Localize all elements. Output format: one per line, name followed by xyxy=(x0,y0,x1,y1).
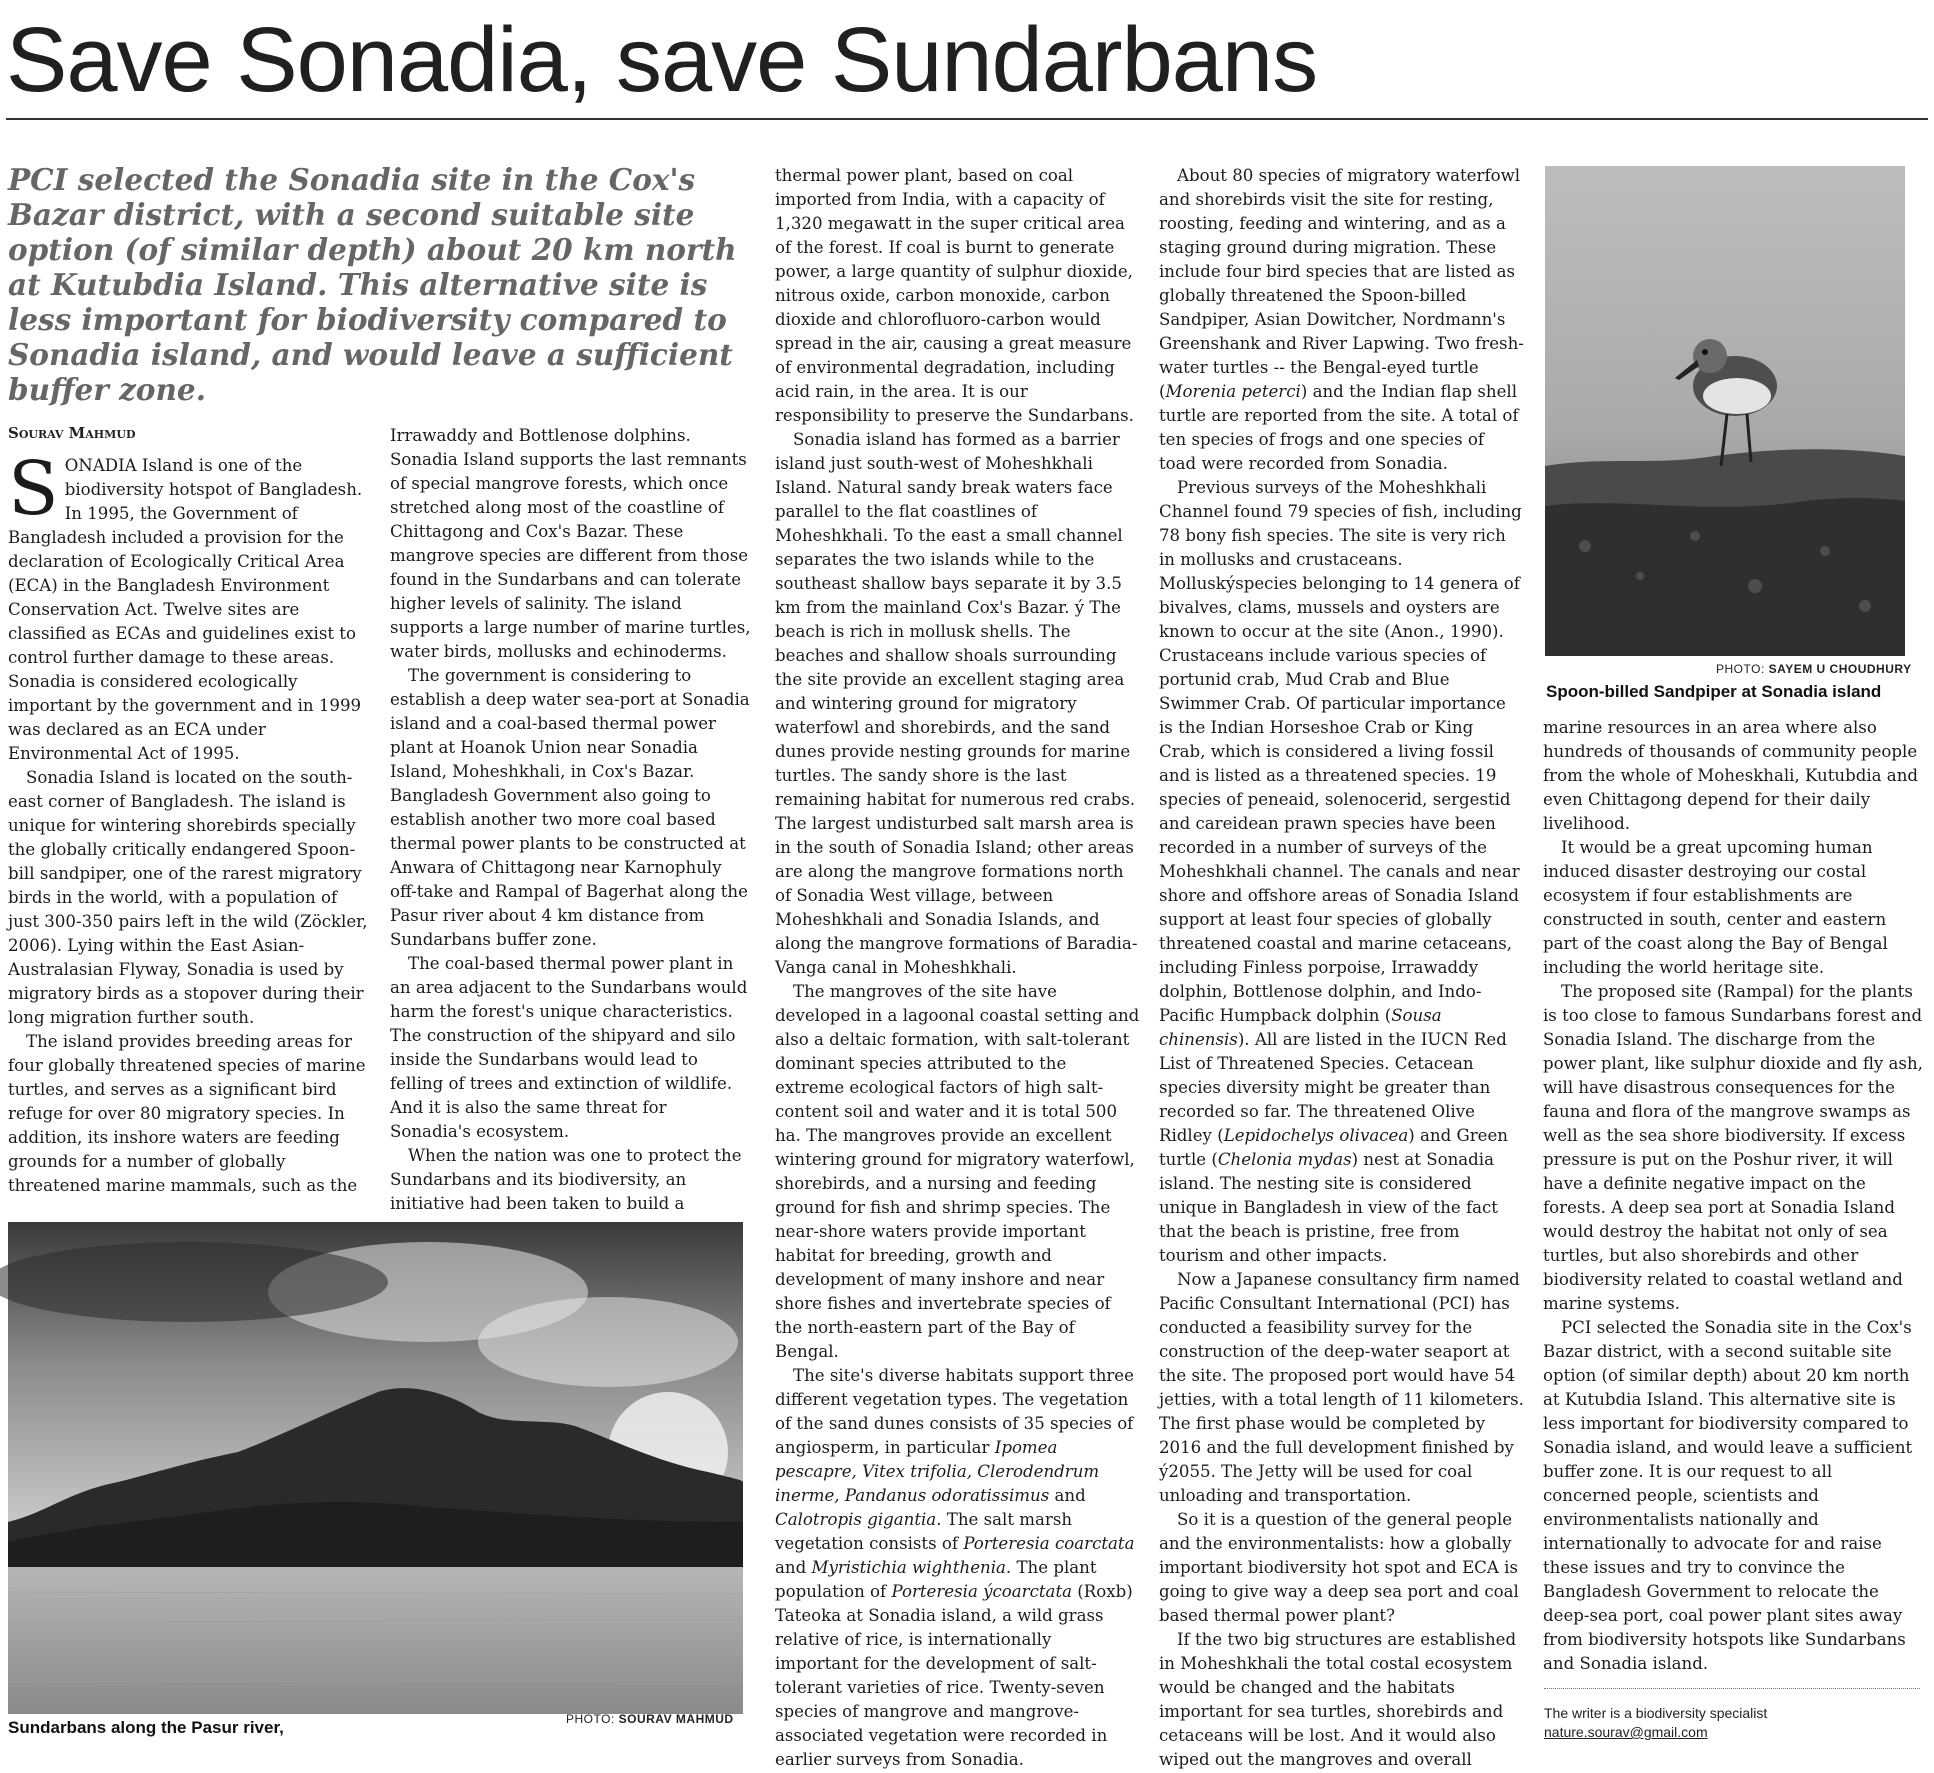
paragraph: SONADIA Island is one of the biodiversity hotspot of Bangladesh. In 1995, the Government of Bangladesh included a provision for the declaration of Ecologically Critical Area (ECA) in the Bangladesh Environment Conservation Act. Twelve sites are classified as ECAs and guidelines exist to control further damage to these areas. Sonadia is considered ecologically important by the government and in 1999 was declared as an ECA under Environmental Act of 1995. xyxy=(8,446,363,763)
paragraph: The mangroves of the site have developed in a lagoonal coastal setting and also a deltaic formation, with salt-tolerant dominant species attributed to the extreme ecological factors of high salt-content soil and water and it is total 500 ha. The mangroves provide an excellent wintering ground for migratory waterfowl, shorebirds, and a nursing and feeding ground for fish and shrimp species. The near-shore waters provide important habitat for breeding, growth and development of many inshore and near shore fishes and invertebrate species of the north-eastern part of the Bay of Bengal. xyxy=(775,982,1140,1361)
paragraph: About 80 species of migratory waterfowl and shorebirds visit the site for resting, roosting, feeding and wintering, and as a staging ground during migration. These include four bird species that are listed as globally threatened the Spoon-billed Sandpiper, Asian Dowitcher, Nordmann's Greenshank and River Lapwing. Two fresh-water turtles -- the Bengal-eyed turtle (Morenia peterci) and the Indian flap shell turtle are reported from the site. A total of ten species of frogs and one species of toad were recorded from Sonadia. xyxy=(1159,166,1524,473)
column-4 xyxy=(1159,164,1524,1769)
column-3 xyxy=(775,164,1140,1769)
paragraph: Now a Japanese consultancy firm named Pacific Consultant International (PCI) has conducted a feasibility survey for the construction of the deep-water seaport at the site. The proposed port would have 54 jetties, with a total length of 11 kilometers. The first phase would be completed by 2016 and the full development finished by ý2055. The Jetty will be used for coal unloading and transportation. xyxy=(1159,1270,1524,1505)
paragraph: PCI selected the Sonadia site in the Cox's Bazar district, with a second suitable site option (of similar depth) about 20 km north at Kutubdia Island. This alternative site is less important for biodiversity compared to Sonadia island, and would leave a sufficient buffer zone. It is our request to all concerned people, scientists and environmentalists nationally and internationally to advocate for and raise these issues and try to convince the Bangladesh Government to relocate the deep-sea port, coal power plant sites away from biodiversity hotspots like Sundarbans and Sonadia island. xyxy=(1543,1318,1913,1673)
writer-email-link[interactable]: nature.sourav@gmail.com xyxy=(1544,1724,1708,1740)
headline: Save Sonadia, save Sundarbans xyxy=(6,9,1318,111)
sandpiper-photo xyxy=(1545,166,1905,656)
sundarbans-photo-credit: PHOTO: SOURAV MAHMUD xyxy=(566,1712,734,1726)
sundarbans-photo xyxy=(8,1222,743,1714)
paragraph: The island provides breeding areas for four globally threatened species of marine turtles, and serves as a significant bird refuge for over 80 migratory species. In addition, its inshore waters are feeding grounds for a number of globally threatened marine mammals, such as the xyxy=(8,1032,366,1195)
deck-intro: PCI selected the Sonadia site in the Cox's Bazar district, with a second suitable site option (of similar depth) about 20 km north at Kutubdia Island. This alternative site is less important for biodiversity compared to Sonadia island, and would leave a sufficient buffer zone. xyxy=(8,162,737,407)
byline: Sourav Mahmud xyxy=(8,424,136,442)
column-2 xyxy=(390,424,752,1214)
sandpiper-photo-image xyxy=(1545,166,1905,656)
column-5 xyxy=(1543,716,1925,1678)
writer-note xyxy=(1544,1704,1924,1742)
paragraph: Previous surveys of the Moheshkhali Channel found 79 species of fish, including 78 bony fish species. The site is very rich in mollusks and crustaceans. Molluskýspecies belonging to 14 genera of bivalves, clams, mussels and oysters are known to occur at the site (Anon., 1990). Crustaceans include various species of portunid crab, Mud Crab and Blue Swimmer Crab. Of particular importance is the Indian Horseshoe Crab or King Crab, which is considered a living fossil and is listed as a threatened species. 19 species of peneaid, solenocerid, sergestid and careidean prawn species have been recorded in a number of surveys of the Moheshkhali channel. The canals and near shore and offshore areas of Sonadia Island support at least four species of globally threatened coastal and marine cetaceans, including Finless porpoise, Irrawaddy dolphin, Bottlenose dolphin, and Indo-Pacific Humpback dolphin (Sousa chinensis). All are listed in the IUCN Red List of Threatened Species. Cetacean species diversity might be greater than recorded so far. The threatened Olive Ridley (Lepidochelys olivacea) and Green turtle (Chelonia mydas) nest at Sonadia island. The nesting site is considered unique in Bangladesh in view of the fact that the beach is pristine, free from tourism and other impacts. xyxy=(1159,478,1522,1265)
paragraph: When the nation was one to protect the Sundarbans and its biodiversity, an initiative had been taken to build a xyxy=(390,1146,742,1213)
headline-rule xyxy=(6,118,1928,120)
paragraph: The coal-based thermal power plant in an area adjacent to the Sundarbans would harm the forest's unique characteristics. The construction of the shipyard and silo inside the Sundarbans would lead to felling of trees and extinction of wildlife. And it is also the same threat for Sonadia's ecosystem. xyxy=(390,954,748,1141)
paragraph: It would be a great upcoming human induced disaster destroying our costal ecosystem if four establishments are constructed in south, center and eastern part of the coast along the Bay of Bengal including the world heritage site. xyxy=(1543,838,1888,977)
sundarbans-photo-image xyxy=(8,1222,743,1714)
column-1 xyxy=(8,446,368,1214)
sandpiper-photo-credit: PHOTO: SAYEM U CHOUDHURY xyxy=(1716,662,1912,676)
paragraph: The site's diverse habitats support three different vegetation types. The vegetation of the sand dunes consists of 35 species of angiosperm, in particular Ipomea pescapre, Vitex trifolia, Clerodendrum inerme, Pandanus odoratissimus and Calotropis gigantia. The salt marsh vegetation consists of Porteresia coarctata and Myristichia wighthenia. The plant population of Porteresia ýcoarctata (Roxb) Tateoka at Sonadia island, a wild grass relative of rice, is internationally important for the development of salt-tolerant varieties of rice. Twenty-seven species of mangrove and mangrove-associated vegetation were recorded in earlier surveys from Sonadia. xyxy=(775,1366,1135,1769)
paragraph: Irrawaddy and Bottlenose dolphins. Sonadia Island supports the last remnants of special mangrove forests, which once stretched along most of the coastline of Chittagong and Cox's Bazar. These mangrove species are different from those found in the Sundarbans and can tolerate higher levels of salinity. The island supports a large number of marine turtles, water birds, mollusks and echinoderms. xyxy=(390,426,751,661)
sundarbans-photo-caption: Sundarbans along the Pasur river, xyxy=(8,1718,284,1737)
paragraph: If the two big structures are established in Moheshkhali the total costal ecosystem would be changed and the habitats important for sea turtles, shorebirds and cetaceans will be lost. And it would also wiped out the mangroves and overall xyxy=(1159,1630,1517,1769)
writer-line: The writer is a biodiversity specialist xyxy=(1544,1705,1768,1721)
paragraph: So it is a question of the general people and the environmentalists: how a globally important biodiversity hot spot and ECA is going to give way a deep sea port and coal based thermal power plant? xyxy=(1159,1510,1519,1625)
writer-divider xyxy=(1544,1688,1920,1689)
paragraph: Sonadia Island is located on the south-east corner of Bangladesh. The island is unique for wintering shorebirds specially the globally critically endangered Spoon-bill sandpiper, one of the rarest migratory birds in the world, with a population of just 300-350 pairs left in the wild (Zöckler, 2006). Lying within the East Asian-Australasian Flyway, Sonadia is used by migratory birds as a stopover during their long migration further south. xyxy=(8,768,368,1027)
drop-cap: S xyxy=(8,446,59,532)
paragraph: The government is considering to establish a deep water sea-port at Sonadia island and a coal-based thermal power plant at Hoanok Union near Sonadia Island, Moheshkhali, in Cox's Bazar. Bangladesh Government also going to establish another two more coal based thermal power plants to be constructed at Anwara of Chittagong near Karnophuly off-take and Rampal of Bagerhat along the Pasur river about 4 km distance from Sundarbans buffer zone. xyxy=(390,666,750,949)
sandpiper-photo-caption: Spoon-billed Sandpiper at Sonadia island xyxy=(1546,682,1882,701)
paragraph: The proposed site (Rampal) for the plants is too close to famous Sundarbans forest and Sonadia Island. The discharge from the power plant, like sulphur dioxide and fly ash, will have disastrous consequences for the fauna and flora of the mangrove swamps as well as the sea shore biodiversity. If excess pressure is put on the Poshur river, it will have a definite negative impact on the forests. A deep sea port at Sonadia Island would destroy the habitat not only of sea turtles, but also shorebirds and other biodiversity related to coastal wetland and marine systems. xyxy=(1543,982,1923,1313)
paragraph: marine resources in an area where also hundreds of thousands of community people from the whole of Moheskhali, Kutubdia and even Chittagong depend for their daily livelihood. xyxy=(1543,718,1919,833)
paragraph: thermal power plant, based on coal imported from India, with a capacity of 1,320 megawatt in the super critical area of the forest. If coal is burnt to generate power, a large quantity of sulphur dioxide, nitrous oxide, carbon monoxide, carbon dioxide and chlorofluoro-carbon would spread in the air, causing a great measure of environmental degradation, including acid rain, in the area. It is our responsibility to preserve the Sundarbans. xyxy=(775,166,1134,425)
paragraph: Sonadia island has formed as a barrier island just south-west of Moheshkhali Island. Natural sandy break waters face parallel to the flat coastlines of Moheshkhali. To the east a small channel separates the two islands while to the southeast shallow bays separate it by 3.5 km from the mainland Cox's Bazar. ý The beach is rich in mollusk shells. The beaches and shallow shoals surrounding the site provide an excellent staging area and wintering ground for migratory waterfowl and shorebirds, and the sand dunes provide nesting grounds for marine turtles. The sandy shore is the last remaining habitat for numerous red crabs. The largest undisturbed salt marsh area is in the south of Sonadia Island; other areas are along the mangrove formations north of Sonadia West village, between Moheshkhali and Sonadia Islands, and along the mangrove formations of Baradia-Vanga canal in Moheshkhali. xyxy=(775,430,1138,977)
